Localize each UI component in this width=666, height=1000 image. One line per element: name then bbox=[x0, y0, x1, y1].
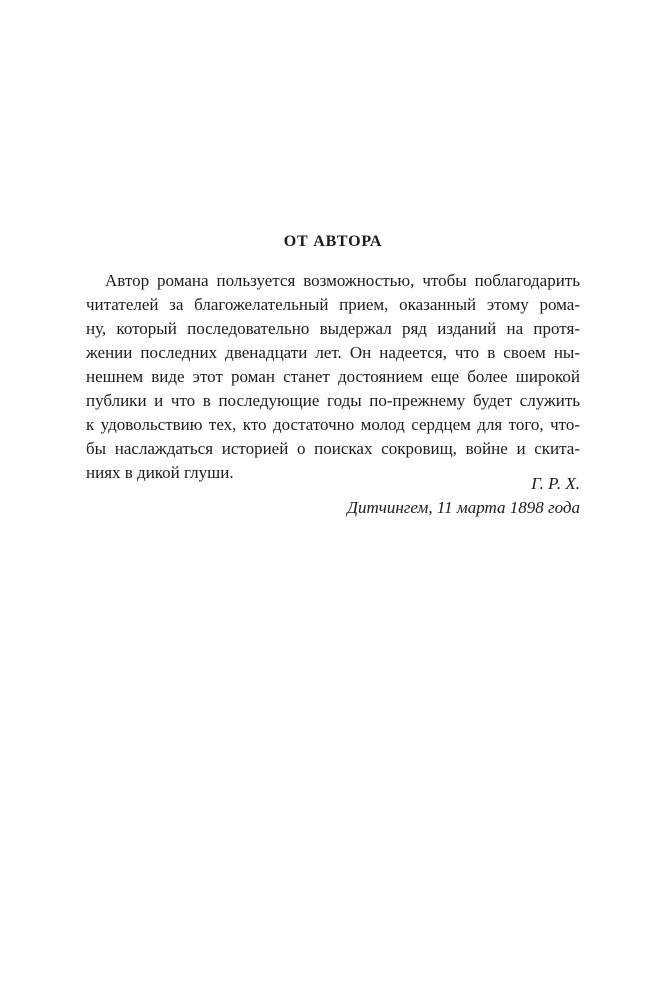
paragraph-line: нешнем виде этот роман станет достоянием еще более широкой bbox=[86, 367, 580, 386]
paragraph-line: бы наслаждаться историей о поисках сокровищ, войне и скита- bbox=[86, 439, 580, 458]
paragraph-line: публики и что в последующие годы по-прежнему будет служить bbox=[86, 391, 580, 410]
author-note-paragraph bbox=[86, 269, 580, 485]
author-signature bbox=[347, 472, 580, 520]
signature-initials: Г. Р. Х. bbox=[531, 474, 580, 493]
paragraph-line: ну, который последовательно выдержал ряд изданий на протя- bbox=[86, 319, 580, 338]
paragraph-line: к удовольствию тех, кто достаточно молод сердцем для того, что- bbox=[86, 415, 580, 434]
paragraph-line: Автор романа пользуется возможностью, чтобы поблагодарить bbox=[105, 271, 580, 290]
paragraph-line: ниях в дикой глуши. bbox=[86, 463, 234, 482]
page-heading: ОТ АВТОРА bbox=[283, 233, 383, 250]
paragraph-line: читателей за благожелательный прием, оказанный этому рома- bbox=[86, 295, 580, 314]
paragraph-line: жении последних двенадцати лет. Он надеется, что в своем ны- bbox=[86, 343, 580, 362]
signature-place-date: Дитчингем, 11 марта 1898 года bbox=[347, 498, 580, 517]
